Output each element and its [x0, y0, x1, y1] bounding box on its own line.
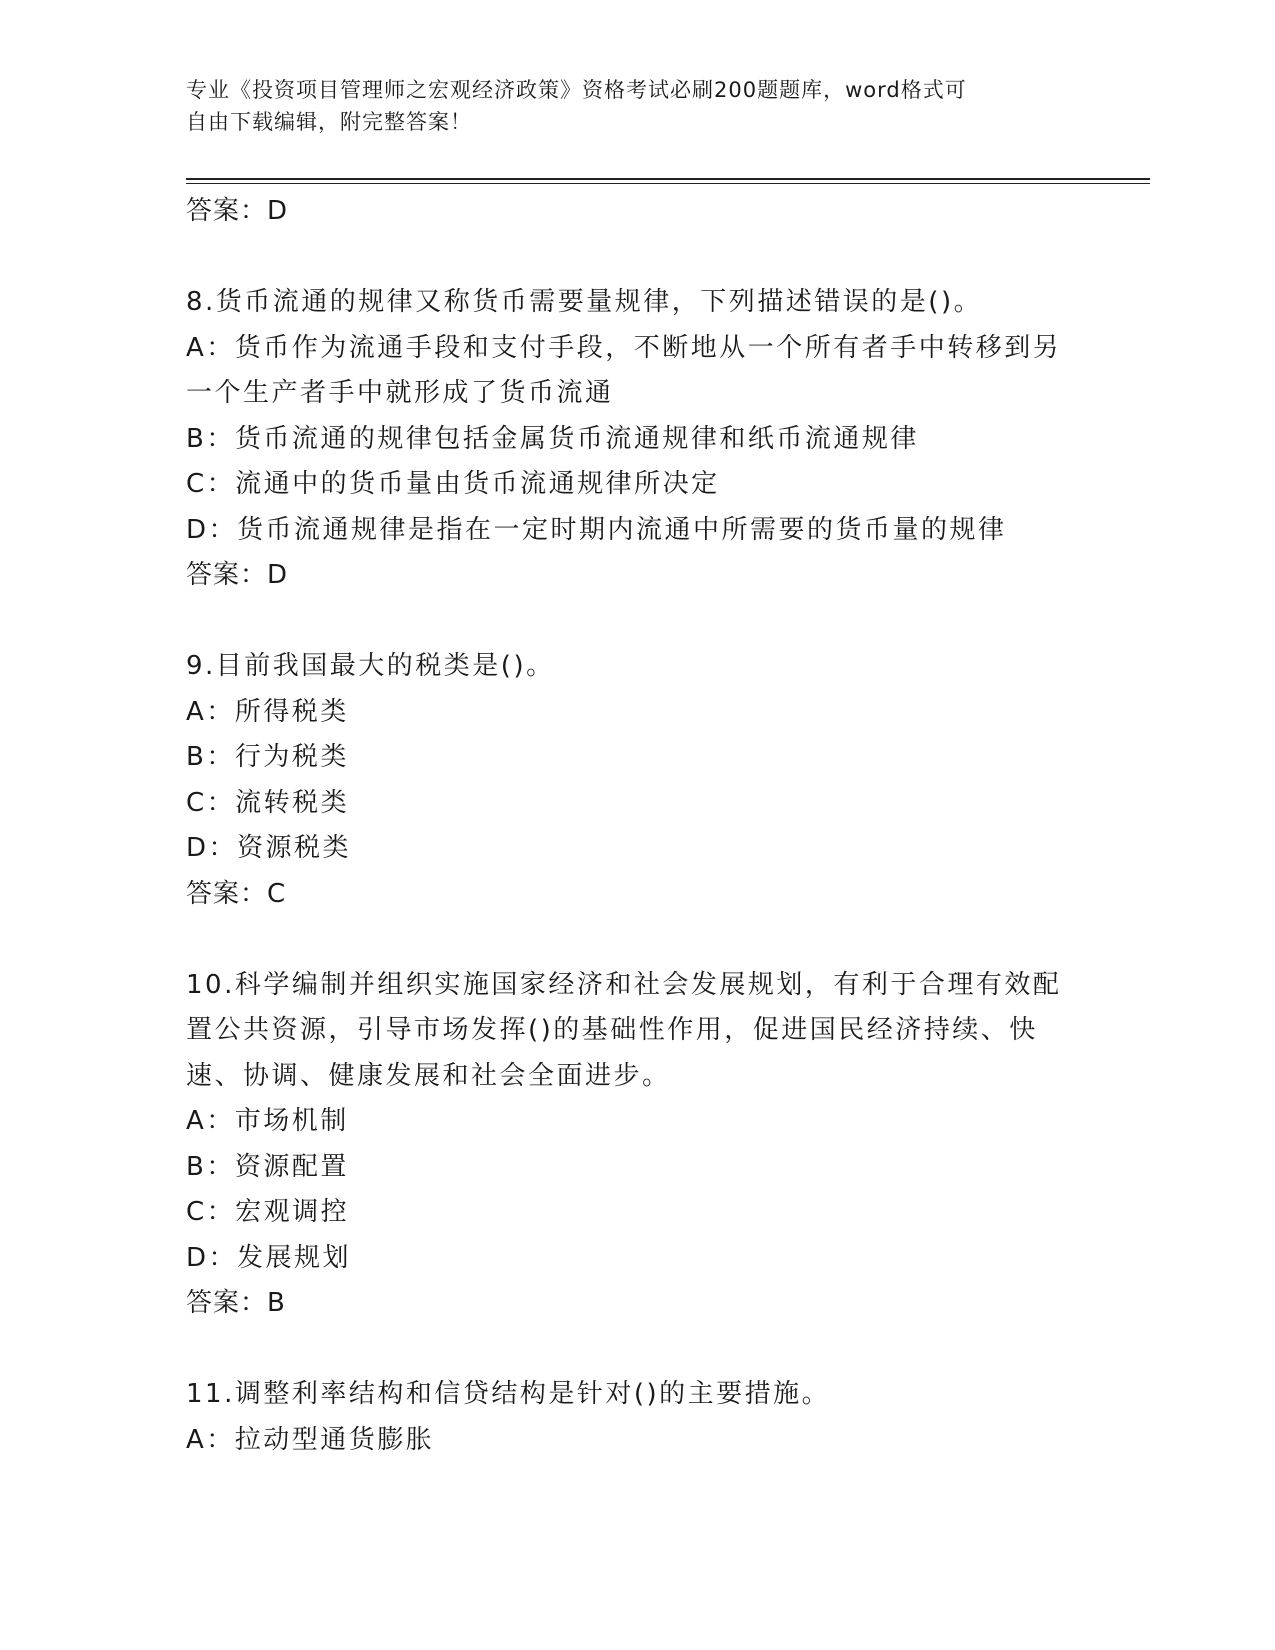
option-d: D：资源税类 — [186, 833, 352, 863]
answer-label: 答案：C — [186, 878, 287, 909]
header-divider-thick — [186, 178, 1150, 180]
spacer — [186, 235, 1086, 281]
spacer — [186, 917, 1086, 963]
option-a: A：市场机制 — [186, 1106, 349, 1136]
option-a: A：货币作为流通手段和支付手段，不断地从一个所有者手中转移到另 — [186, 332, 1062, 363]
answer-label: 答案：B — [186, 1288, 286, 1318]
option-c: C：流通中的货币量由货币流通规律所决定 — [186, 469, 720, 499]
question-stem-line-2: 置公共资源，引导市场发挥()的基础性作用，促进国民经济持续、快 — [186, 1015, 1038, 1045]
question-block-9 — [186, 644, 1086, 917]
question-stem-line-1: 10.科学编制并组织实施国家经济和社会发展规划，有利于合理有效配 — [186, 969, 1062, 1000]
question-stem: 11.调整利率结构和信贷结构是针对()的主要措施。 — [186, 1379, 831, 1409]
question-stem: 9.目前我国最大的税类是()。 — [186, 651, 555, 681]
previous-answer: 答案：D — [186, 196, 289, 226]
question-block-10 — [186, 963, 1086, 1327]
question-block-8 — [186, 280, 1086, 599]
header-title-line-1: 专业《投资项目管理师之宏观经济政策》资格考试必刷200题题库，word格式可 — [186, 78, 967, 102]
option-b: B：货币流通的规律包括金属货币流通规律和纸币流通规律 — [186, 423, 919, 454]
question-stem-line-3: 速、协调、健康发展和社会全面进步。 — [186, 1060, 671, 1091]
question-list — [186, 189, 1086, 1463]
page-header — [186, 74, 1086, 138]
question-stem: 8.货币流通的规律又称货币需要量规律，下列描述错误的是()。 — [186, 287, 983, 317]
option-b: B：资源配置 — [186, 1151, 349, 1182]
option-c: C：流转税类 — [186, 787, 350, 818]
option-a: A：所得税类 — [186, 696, 349, 727]
answer-label: 答案：D — [186, 560, 289, 590]
header-title-line-2: 自由下载编辑，附完整答案！ — [186, 110, 472, 134]
option-a-continued: 一个生产者手中就形成了货币流通 — [186, 378, 614, 408]
option-b: B：行为税类 — [186, 742, 349, 772]
option-a: A：拉动型通货膨胀 — [186, 1424, 435, 1455]
spacer — [186, 1327, 1086, 1373]
header-divider-thin — [186, 183, 1150, 184]
option-d: D：发展规划 — [186, 1242, 352, 1273]
spacer — [186, 599, 1086, 645]
option-c: C：宏观调控 — [186, 1197, 350, 1227]
question-block-11 — [186, 1372, 1086, 1463]
option-d: D：货币流通规律是指在一定时期内流通中所需要的货币量的规律 — [186, 514, 1007, 545]
